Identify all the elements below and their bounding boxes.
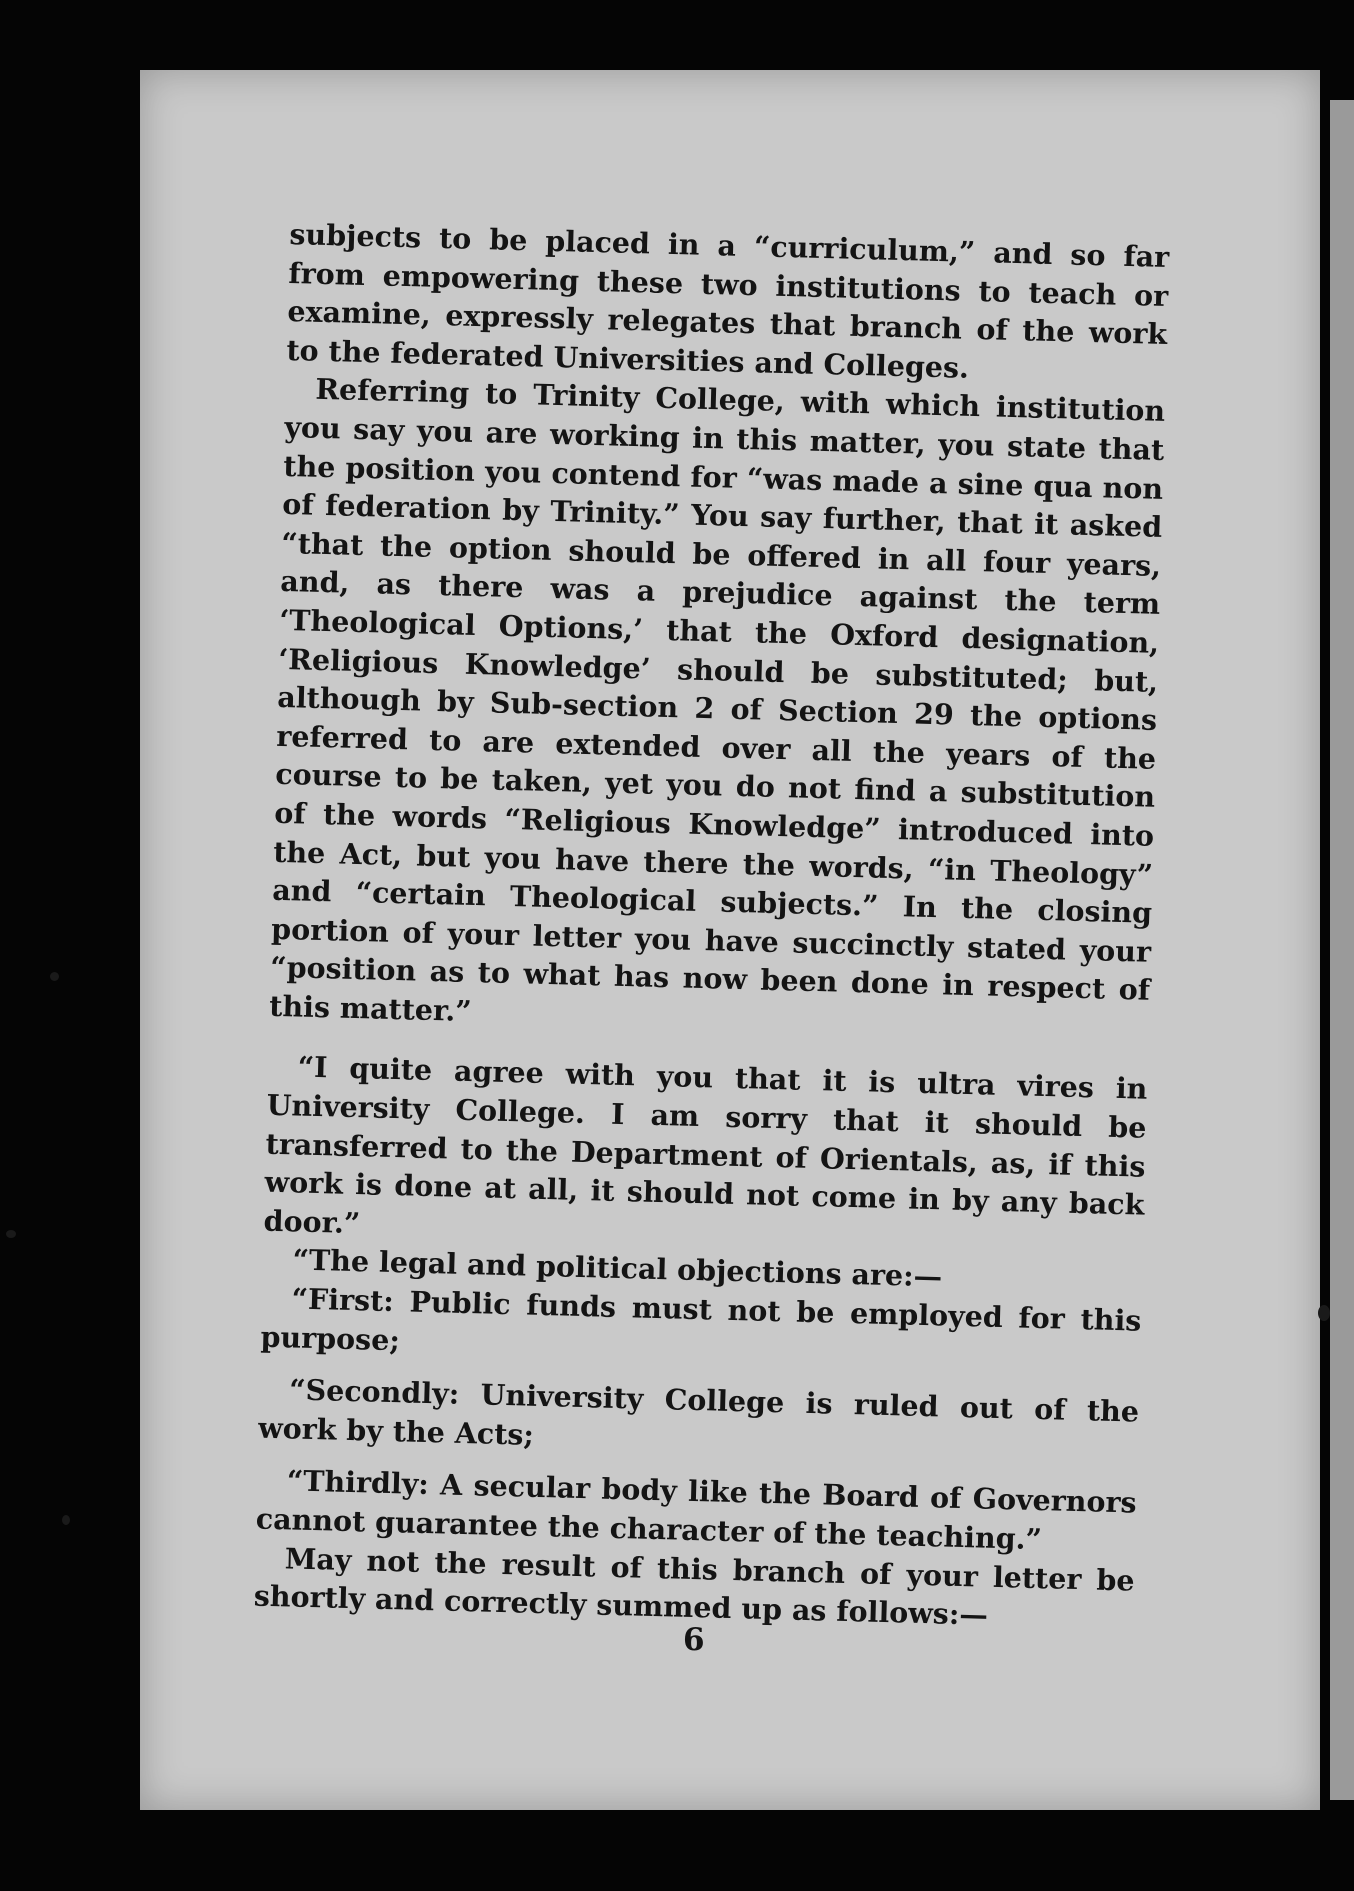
paragraph: “I quite agree with you that it is ultra vires in University College. I am sorry that it should be transferred to the Department of Orientals, as, if this work is done at all, it should not come in by any back door.” — [263, 1049, 1148, 1241]
paragraph: “The legal and political objections are:— — [292, 1242, 943, 1294]
scan-speck — [6, 1230, 16, 1238]
paragraph: “Secondly: University College is ruled out of the work by the Acts; — [257, 1372, 1140, 1452]
scan-speck — [1318, 1305, 1330, 1321]
paragraph: Referring to Trinity College, with which institution you say you are working in this matter, you state that the position you contend for “was made a sine qua non of federation by Trinity.” You say further, that it asked “that the option should be offered in all four years, and, as there was a prejudice against the term ‘Theological Options,’ that the Oxford designation, ‘Religious Knowledge’ should be substituted; but, although by Sub-section 2 of Section 29 the options referred to are extended over all the years of the course to be taken, yet you do not find a substitution of the words “Religious Knowledge” introduced into the Act, but you have there the words, “in Theology” and “certain Theological subjects.” In the closing portion of your letter you have succinctly stated your “position as to what has now been done in respect of this matter.” — [268, 372, 1166, 1028]
paragraph: “Thirdly: A secular body like the Board of Governors cannot guarantee the character of the teaching.” — [255, 1463, 1138, 1557]
page-number: 6 — [683, 1622, 705, 1658]
scan-speck — [50, 972, 59, 981]
paragraph: “First: Public funds must not be employed for this purpose; — [260, 1281, 1142, 1357]
adjacent-page-edge — [1330, 100, 1354, 1800]
body-text — [253, 215, 1169, 1638]
paragraph: subjects to be placed in a “curriculum,” and so far from empowering these two institutions to teach or examine, expressly relegates that branch of the work to the federated Universities and Colleges. — [286, 216, 1170, 385]
scan-speck — [62, 1515, 70, 1525]
paragraph: May not the result of this branch of your letter be shortly and correctly summed up as follows:— — [253, 1540, 1135, 1632]
